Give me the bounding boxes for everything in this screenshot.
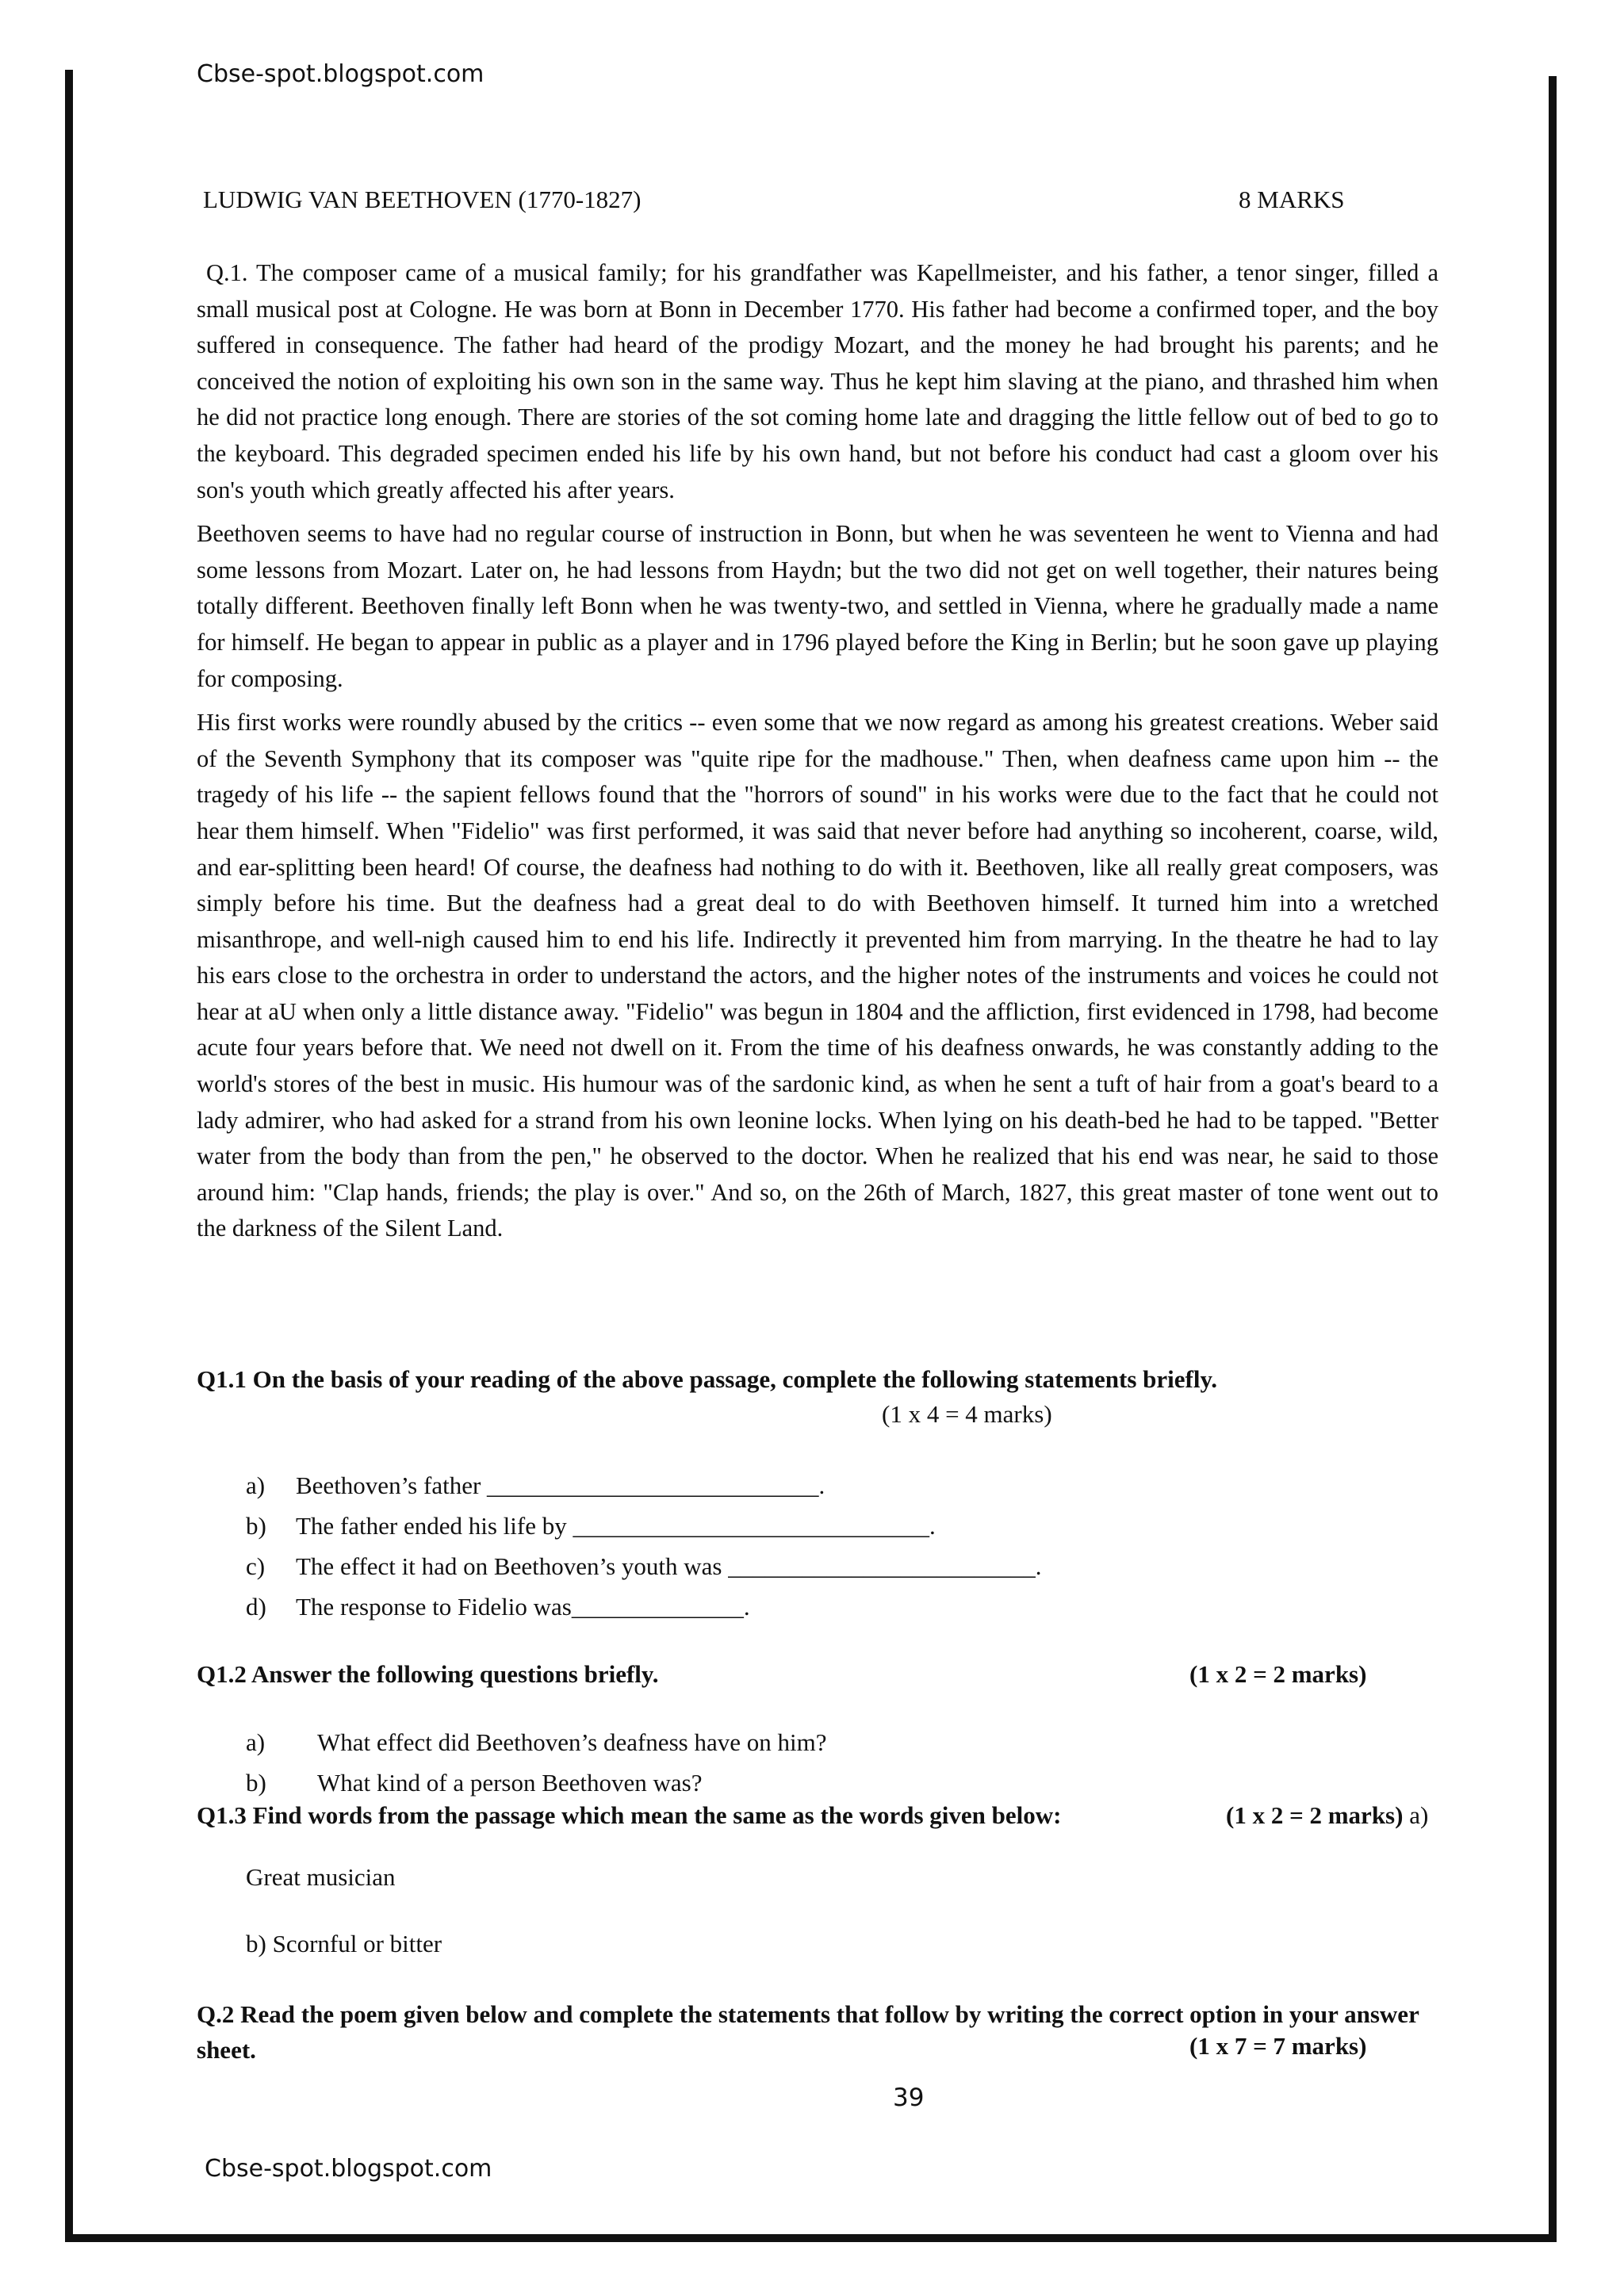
item-text: What kind of a person Beethoven was? <box>317 1769 703 1797</box>
question-1-2-marks: (1 x 2 = 2 marks) <box>1189 1660 1367 1688</box>
passage-paragraph-1: Q.1. The composer came of a musical family; for his grandfather was Kapellmeister, and his father, a tenor singer, filled a small musical post at Cologne. He was born at Bonn in December 1770. His father had become a confirmed toper, and the boy suffered in consequence. The father had heard of the prodigy Mozart, and the money he had brought his parents; and he conceived the notion of exploiting his own son in the same way. Thus he kept him slaving at the piano, and thrashed him when he did not practice long enough. There are stories of the sot coming home late and dragging the little fellow out of bed to go to the keyboard. This degraded specimen ended his life by his own hand, but not before his conduct had cast a gloom over his son's youth which greatly affected his after years. <box>197 259 1438 503</box>
header-site-url: Cbse-spot.blogspot.com <box>197 60 485 88</box>
question-2-marks: (1 x 7 = 7 marks) <box>1189 2032 1367 2060</box>
question-1-2-questions <box>246 1728 826 1809</box>
passage-paragraph-3: His first works were roundly abused by the critics -- even some that we now regard as among his greatest creations. Weber said of the Seventh Symphony that its composer was "quite ripe for the madhouse." Then, when deafness came upon him -- the tragedy of his life -- the sapient fellows found that the "horrors of sound" in his works were due to the fact that he could not hear them himself. When "Fidelio" was first performed, it was said that never before had anything so incoherent, coarse, wild, and ear-splitting been heard! Of course, the deafness had nothing to do with it. Beethoven, like all really great composers, was simply before his time. But the deafness had a great deal to do with Beethoven himself. It turned him into a wretched misanthrope, and well-nigh caused him to end his life. Indirectly it prevented him from marrying. In the theatre he had to lay his ears close to the orchestra in order to understand the actors, and the higher notes of the instruments and voices he could not hear at aU when only a little distance away. "Fidelio" was begun in 1804 and the affliction, first evidenced in 1798, had become acute four years before that. We need not dwell on it. From the time of his deafness onwards, he was constantly adding to the world's stores of the best in music. His humour was of the sardonic kind, as when he sent a tuft of hair from a goat's beard to a lady admirer, who had asked for a strand from his own leonine locks. When lying on his death-bed he had to be tapped. "Better water from the body than from the pen," he observed to the doctor. When he realized that his end was near, he said to those around him: "Clap hands, friends; the play is over." And so, on the 26th of March, 1827, this great master of tone went out to the darkness of the Silent Land. <box>197 709 1438 1242</box>
item-label: b) <box>246 1769 266 1797</box>
question-1-1-marks: (1 x 4 = 4 marks) <box>882 1400 1052 1428</box>
page-border-right <box>1549 76 1557 2242</box>
page-number: 39 <box>893 2084 925 2112</box>
page-border-left <box>65 70 73 2241</box>
list-item <box>246 1593 1041 1633</box>
section-title: LUDWIG VAN BEETHOVEN (1770-1827) <box>203 186 642 213</box>
item-text: The father ended his life by _____________________________. <box>296 1512 936 1540</box>
question-1-1-heading: Q1.1 On the basis of your reading of the above passage, complete the following statements briefly. <box>197 1365 1218 1393</box>
reading-passage <box>197 255 1438 1247</box>
list-item <box>246 1728 826 1769</box>
item-text: What effect did Beethoven’s deafness have on him? <box>317 1728 827 1756</box>
page-border-bottom <box>65 2234 1557 2242</box>
item-label: a) <box>246 1471 266 1499</box>
list-item <box>246 1552 1041 1593</box>
passage-paragraph-2: Beethoven seems to have had no regular course of instruction in Bonn, but when he was seventeen he went to Vienna and had some lessons from Mozart. Later on, he had lessons from Haydn; but the two did not get on well together, their natures being totally different. Beethoven finally left Bonn when he was twenty-two, and settled in Vienna, where he gradually made a name for himself. He began to appear in public as a player and in 1796 played before the King in Berlin; but he soon gave up playing for composing. <box>197 520 1438 692</box>
question-1-3-marks <box>1226 1801 1428 1830</box>
item-text: The response to Fidelio was______________. <box>296 1593 750 1621</box>
question-1-3-item-a: Great musician <box>246 1863 396 1891</box>
item-label: b) <box>246 1512 266 1540</box>
question-1-3-item-b: b) Scornful or bitter <box>246 1930 442 1957</box>
question-1-3-marks-value: (1 x 2 = 2 marks) <box>1226 1801 1404 1829</box>
item-label: d) <box>246 1593 266 1621</box>
footer-site-url: Cbse-spot.blogspot.com <box>205 2155 492 2183</box>
list-item <box>246 1512 1041 1552</box>
item-text: Beethoven’s father ___________________________. <box>296 1471 825 1499</box>
question-1-1-statements <box>246 1471 1041 1633</box>
item-label: c) <box>246 1552 266 1580</box>
item-label: a) <box>246 1728 266 1756</box>
question-1-3-marks-suffix: a) <box>1403 1801 1429 1829</box>
list-item <box>246 1471 1041 1512</box>
question-1-3-heading: Q1.3 Find words from the passage which mean the same as the words given below: <box>197 1801 1062 1829</box>
question-1-2-heading: Q1.2 Answer the following questions briefly. <box>197 1660 659 1688</box>
question-2-heading: Q.2 Read the poem given below and complete the statements that follow by writing the correct option in your answer sheet. <box>197 2000 1419 2064</box>
section-marks: 8 MARKS <box>1239 186 1345 213</box>
item-text: The effect it had on Beethoven’s youth was _________________________. <box>296 1552 1042 1580</box>
